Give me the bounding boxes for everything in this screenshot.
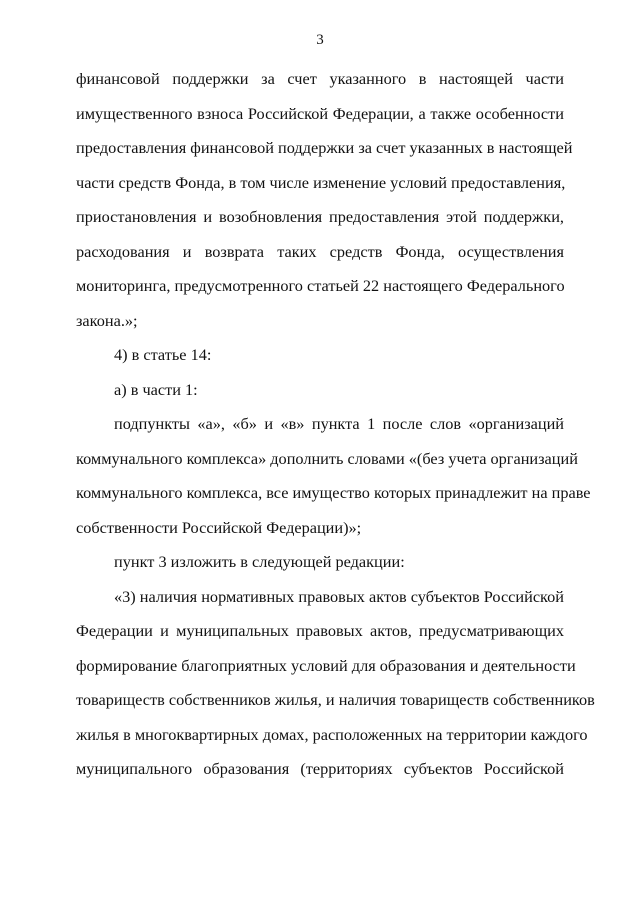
text-line: 4) в статье 14: — [114, 345, 212, 364]
text-line: а) в части 1: — [114, 379, 198, 399]
text-line: закона.»; — [76, 310, 138, 330]
text-line: финансовой поддержки за счет указанного в настоящей части — [76, 69, 564, 88]
text-line: коммунального комплекса, все имущество которых принадлежит на праве — [76, 483, 591, 502]
text-line: собственности Российской Федерации)»; — [76, 517, 362, 537]
text-line: пункт 3 изложить в следующей редакции: — [114, 552, 405, 571]
text-line: расходования и возврата таких средств Фонда, осуществления — [76, 241, 564, 261]
text-line: подпункты «а», «б» и «в» пункта 1 после слов «организаций — [114, 414, 564, 433]
text-line: коммунального комплекса» дополнить словами «(без учета организаций — [76, 448, 578, 468]
text-line: муниципального образования (территориях субъектов Российской — [76, 759, 564, 778]
text-line: части средств Фонда, в том числе изменение условий предоставления, — [76, 172, 566, 192]
text-line: имущественного взноса Российской Федерации, а также особенности — [76, 103, 564, 123]
text-line: мониторинга, предусмотренного статьей 22 настоящего Федерального — [76, 276, 565, 295]
text-line: формирование благоприятных условий для образования и деятельности — [76, 655, 576, 675]
text-line: приостановления и возобновления предоставления этой поддержки, — [76, 207, 564, 226]
page-number: 3 — [316, 32, 324, 48]
text-line: предоставления финансовой поддержки за счет указанных в настоящей — [76, 138, 573, 157]
text-line: «3) наличия нормативных правовых актов субъектов Российской — [114, 586, 564, 606]
text-line: Федерации и муниципальных правовых актов, предусматривающих — [76, 621, 564, 640]
body-text — [76, 62, 595, 787]
text-line: товариществ собственников жилья, и наличия товариществ собственников — [76, 690, 595, 709]
text-line: жилья в многоквартирных домах, расположенных на территории каждого — [76, 724, 588, 744]
